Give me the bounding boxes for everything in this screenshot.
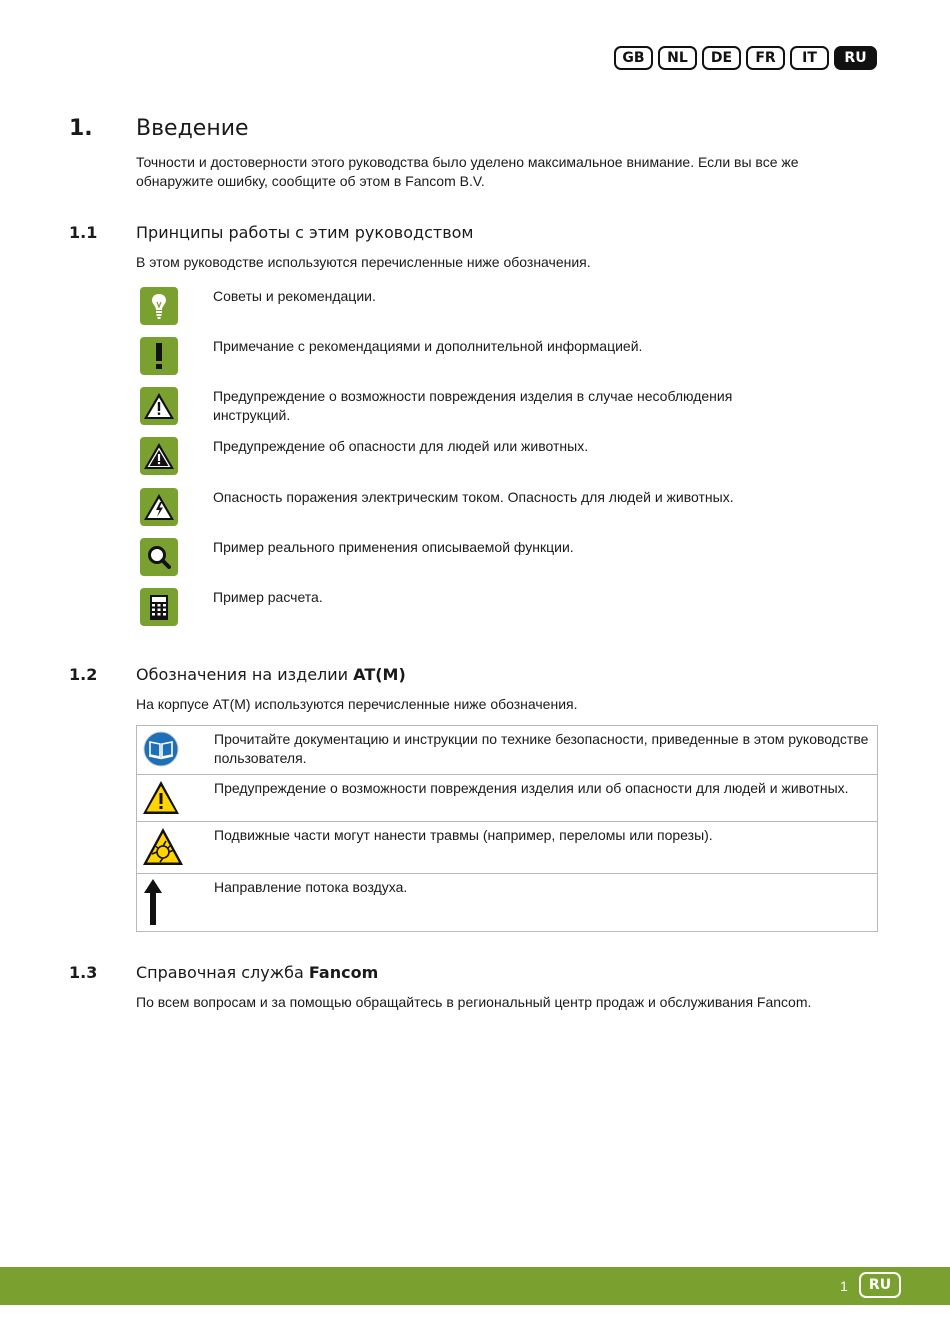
symbol-text: Подвижные части могут нанести травмы (например, переломы или порезы).	[214, 827, 713, 843]
lang-ru[interactable]: RU	[834, 46, 877, 70]
lang-fr[interactable]: FR	[746, 46, 785, 70]
section-1-2-heading	[69, 665, 406, 684]
magnifier-icon	[140, 538, 178, 576]
exclamation-icon	[140, 337, 178, 375]
helpdesk-paragraph: По всем вопросам и за помощью обращайтесь в региональный центр продаж и обслуживания Fancom.	[136, 994, 812, 1010]
section-number: 1.1	[69, 223, 98, 242]
legend-item	[140, 437, 880, 477]
section-number: 1.2	[69, 665, 98, 684]
legend-item	[140, 588, 880, 628]
legend-item	[140, 488, 880, 528]
section-title: Справочная служба	[136, 963, 309, 982]
legend-text: Предупреждение о возможности повреждения изделия в случае несоблюдения инструкций.	[213, 388, 733, 423]
section-1-heading	[69, 116, 249, 141]
lang-de[interactable]: DE	[702, 46, 741, 70]
table-row	[137, 822, 877, 874]
footer-language-badge: RU	[859, 1272, 901, 1298]
section-1-1-heading	[69, 223, 473, 242]
airflow-arrow-icon	[141, 877, 165, 932]
legend-intro: В этом руководстве используются перечисленные ниже обозначения.	[136, 254, 591, 270]
language-selector	[614, 46, 877, 70]
lang-it[interactable]: IT	[790, 46, 829, 70]
page-number: 1	[840, 1278, 848, 1294]
table-row	[137, 775, 877, 822]
legend-text: Опасность поражения электрическим током. Опасность для людей и животных.	[213, 489, 734, 505]
symbol-text: Направление потока воздуха.	[214, 879, 408, 895]
warning-outline-icon	[140, 387, 178, 425]
section-title: Введение	[136, 116, 249, 141]
legend-text: Пример реального применения описываемой функции.	[213, 539, 574, 555]
lightbulb-icon	[140, 287, 178, 325]
legend-item	[140, 287, 880, 327]
section-number: 1.	[69, 116, 93, 141]
warning-filled-icon	[140, 437, 178, 475]
product-symbols-table	[136, 725, 878, 932]
lang-gb[interactable]: GB	[614, 46, 653, 70]
section-number: 1.3	[69, 963, 98, 982]
section-title: Принципы работы с этим руководством	[136, 223, 474, 242]
calculator-icon	[140, 588, 178, 626]
symbol-text: Прочитайте документацию и инструкции по технике безопасности, приведенные в этом руководстве пользователя.	[214, 731, 869, 766]
legend-item	[140, 337, 880, 377]
lang-nl[interactable]: NL	[658, 46, 697, 70]
intro-paragraph: Точности и достоверности этого руководства было уделено максимальное внимание. Если вы все же обнаружите ошибку, сообщите об этом в Fancom B.V.	[136, 154, 799, 189]
moving-parts-icon	[141, 825, 185, 874]
read-manual-icon	[141, 729, 181, 774]
product-name: AT(M)	[353, 665, 406, 684]
legend-item	[140, 538, 880, 578]
symbols-intro: На корпусе AT(M) используются перечисленные ниже обозначения.	[136, 696, 578, 712]
table-row	[137, 874, 877, 931]
yellow-warning-icon	[141, 778, 181, 823]
company-name: Fancom	[308, 963, 379, 982]
legend-text: Советы и рекомендации.	[213, 288, 376, 304]
section-1-3-heading	[69, 963, 378, 982]
legend-text: Предупреждение об опасности для людей или животных.	[213, 438, 589, 454]
section-title: Обозначения на изделии	[136, 665, 354, 684]
electric-hazard-icon	[140, 488, 178, 526]
legend-text: Примечание с рекомендациями и дополнительной информацией.	[213, 338, 643, 354]
page-footer	[0, 1267, 950, 1305]
table-row	[137, 726, 877, 775]
legend-item	[140, 387, 880, 427]
legend-text: Пример расчета.	[213, 589, 323, 605]
symbol-text: Предупреждение о возможности повреждения изделия или об опасности для людей и животных.	[214, 780, 849, 796]
